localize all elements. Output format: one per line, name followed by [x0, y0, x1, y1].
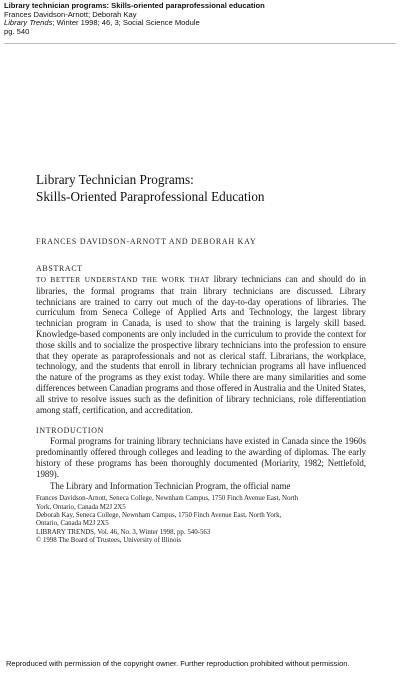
footnote-line: © 1998 The Board of Trustees, University of Illinois — [36, 536, 182, 544]
introduction-heading: INTRODUCTION — [36, 426, 105, 436]
article-title — [36, 172, 366, 205]
citation-journal: Library Trends — [4, 18, 53, 28]
abstract-heading: ABSTRACT — [36, 264, 83, 273]
footnote-line: Deborah Kay, Seneca College, Newnham Campus, 1750 Finch Avenue East, North York, — [36, 511, 282, 519]
article-authors: FRANCES DAVIDSON-ARNOTT AND DEBORAH KAY — [36, 237, 257, 246]
footnote-line: York, Ontario, Canada M2J 2X5 — [36, 503, 126, 511]
footnote-line: LIBRARY TRENDS, Vol. 46, No. 3, Winter 1998, pp. 540-563 — [36, 528, 211, 536]
article-title-line2: Skills-Oriented Paraprofessional Education — [36, 188, 265, 204]
article-title-line1: Library Technician Programs: — [36, 172, 194, 187]
citation-title: Library technician programs: Skills-oriented paraprofessional education — [4, 1, 265, 10]
citation-header — [4, 2, 396, 36]
footnote-line: Ontario, Canada M2J 2X5 — [36, 520, 109, 528]
copyright-notice: Reproduced with permission of the copyright owner. Further reproduction prohibited without permission. — [6, 659, 350, 668]
footnotes — [36, 495, 366, 545]
introduction-paragraph-2: The Library and Information Technician Program, the official name — [50, 480, 291, 491]
header-divider — [4, 43, 396, 44]
abstract-paragraph — [36, 274, 366, 415]
citation-authors: Frances Davidson-Arnott; Deborah Kay — [4, 9, 137, 19]
abstract-text: library technicians can and should do in libraries, the formal programs that train library technicians are discussed. Library technicians are trained to carry out much of the day-to-day operations of libraries. The curriculum from Seneca College of Applied Arts and Technology, the largest library technician program in Canada, is used to show that the training is largely skill based. Knowledge-based components are only included in the curriculum to provide the context for those skills and to socialize the prospective library technicians into the profession to ensure that they operate as paraprofessionals and not as clerical staff. Librarians, the workplace, technology, and the students that enroll in library technician programs all have influenced the nature of the programs as they exist today. While there are many similarities and some differences between Canadian programs and those offered in Australia and the United States, all strive to resolve issues such as the definition of library technicians, role differentiation among staff, certification, and accreditation. — [36, 274, 366, 415]
article-page — [36, 172, 366, 545]
abstract-lead: TO BETTER UNDERSTAND THE WORK THAT — [36, 276, 210, 284]
introduction-paragraph-1: Formal programs for training library technicians have existed in Canada since the 1960s predominantly offered through colleges and leading to the awarding of diplomas. The early history of these programs has been thoroughly documented (Moriarity, 1982; Nettlefold, 1989). — [36, 436, 366, 479]
citation-issue: ; Winter 1998; 46, 3; Social Science Module — [52, 18, 200, 28]
citation-source — [4, 19, 396, 28]
citation-page: pg. 540 — [4, 26, 30, 36]
footnote-line: Frances Davidson-Arnott, Seneca College, Newnham Campus, 1750 Finch Avenue East, North — [36, 495, 299, 503]
